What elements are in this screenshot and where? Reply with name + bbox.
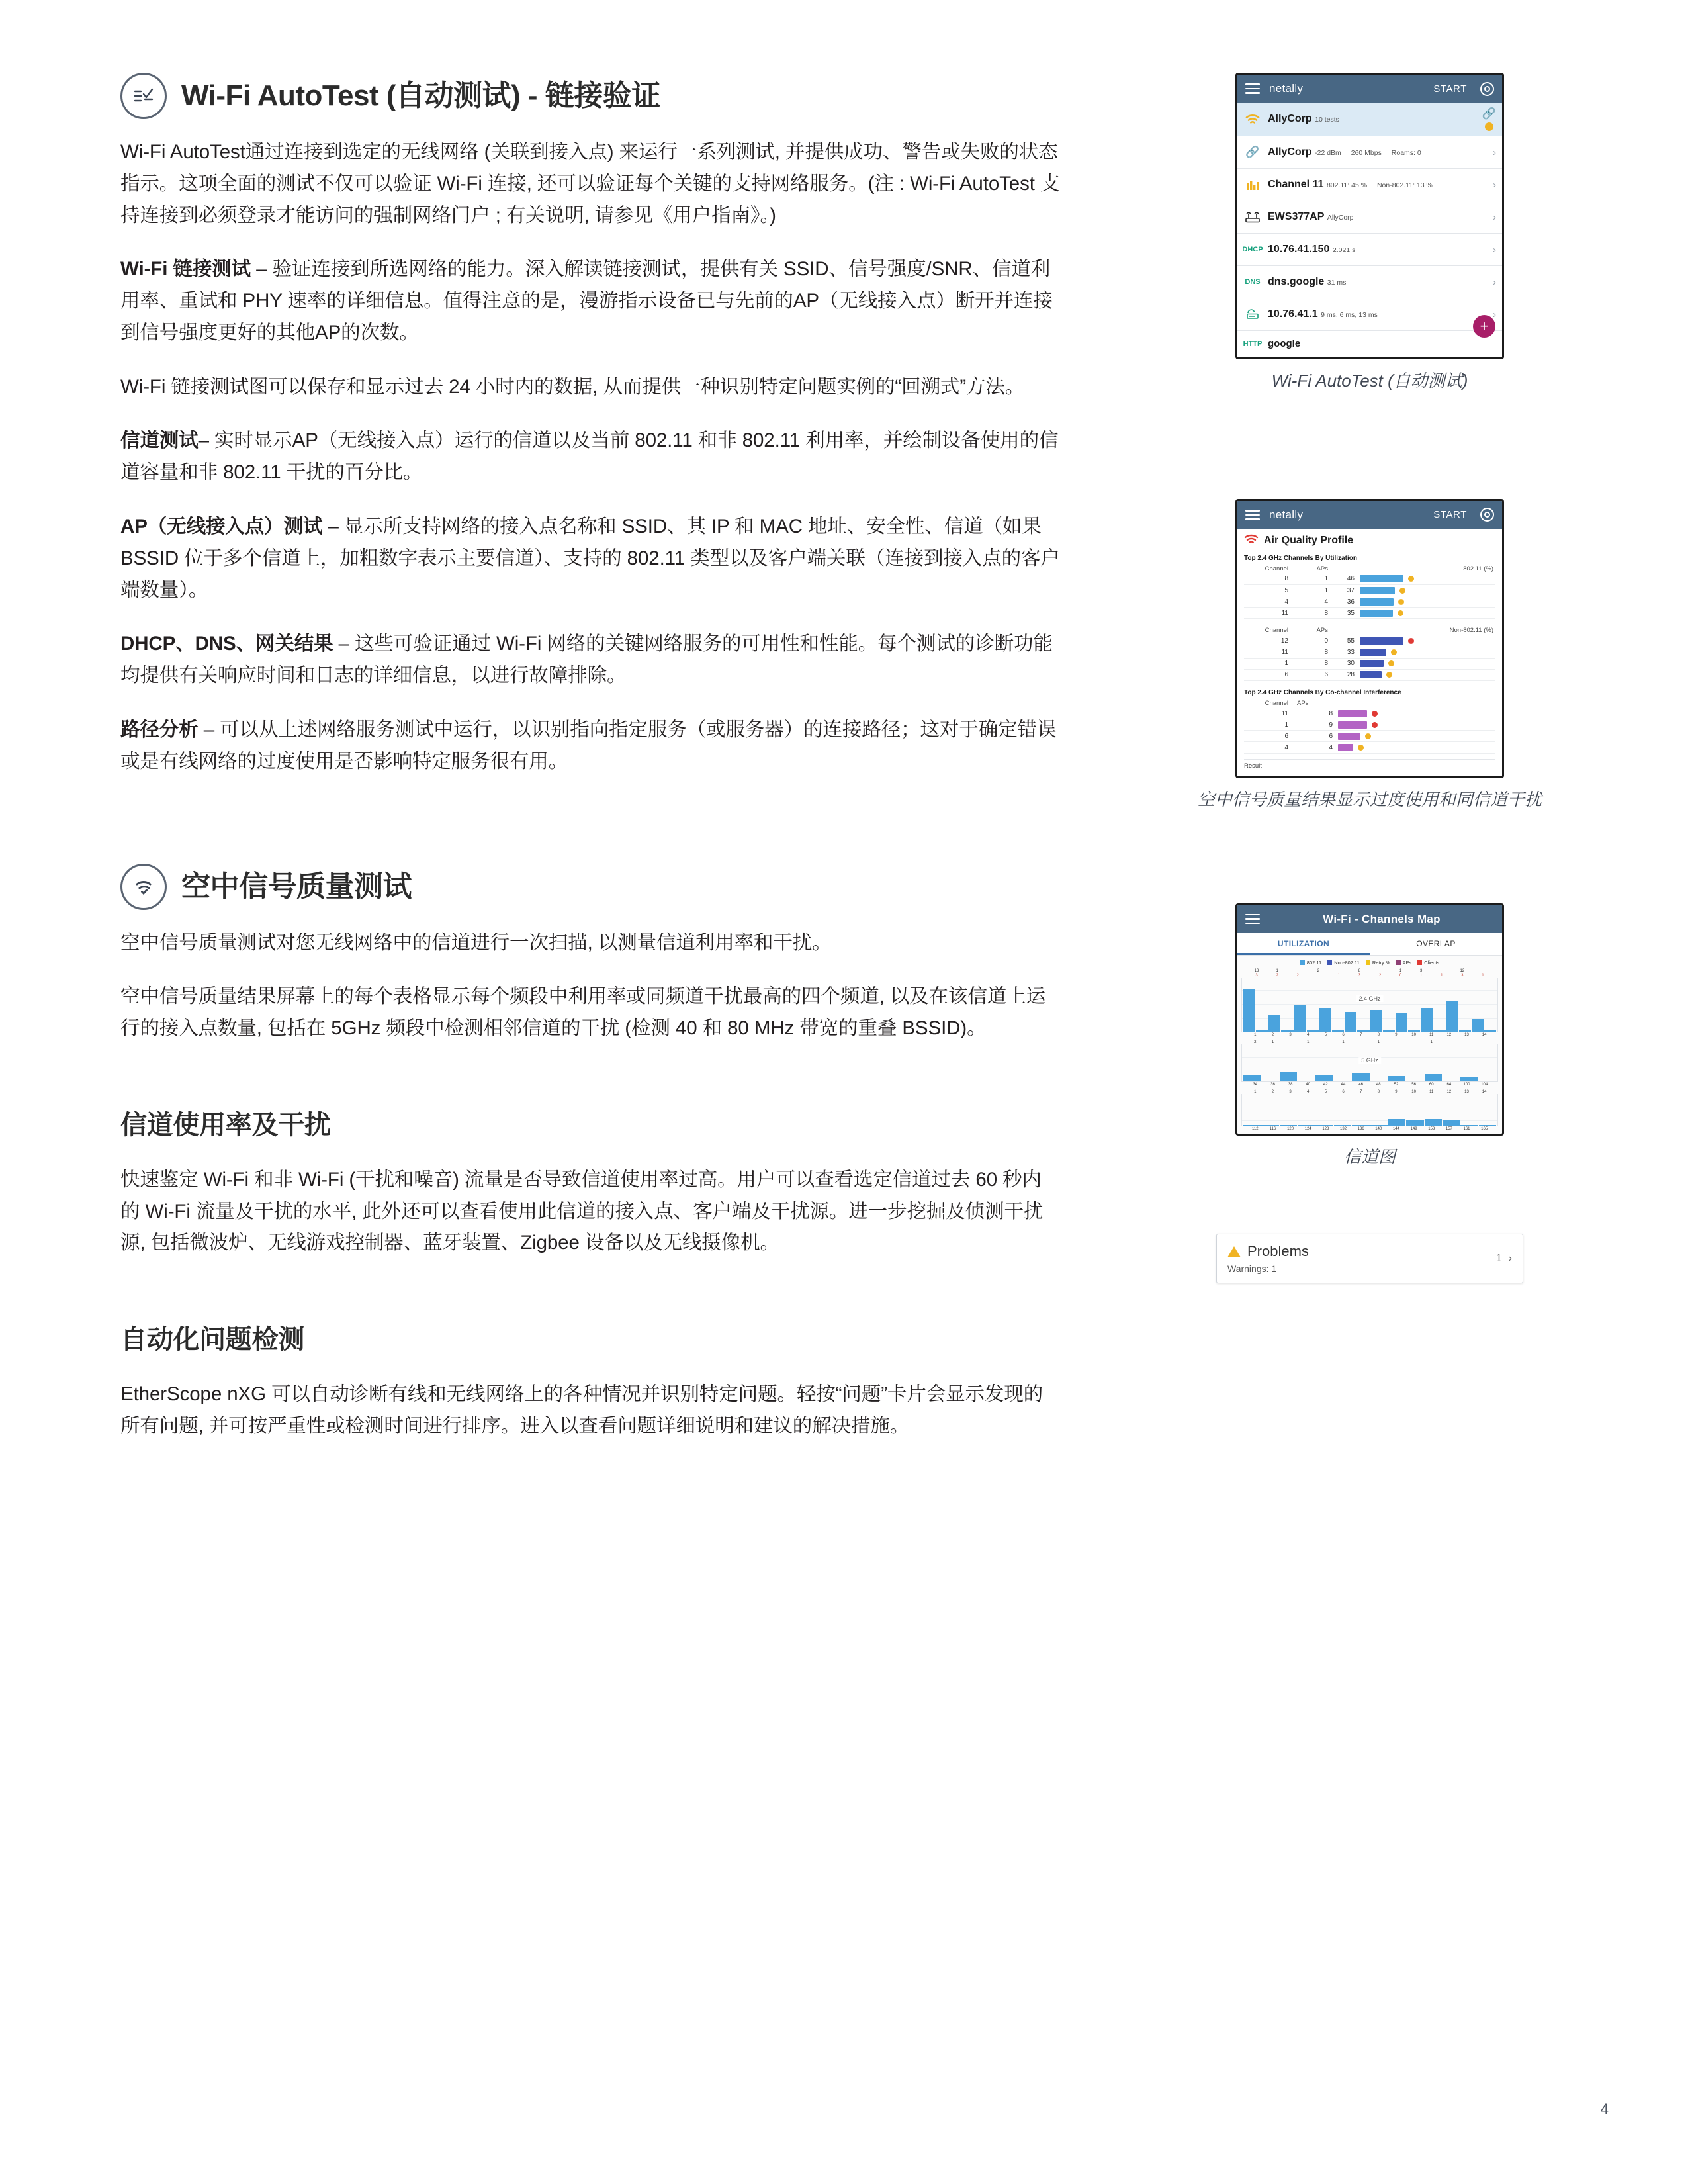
paragraph-dhcp-dns-gateway: DHCP、DNS、网关结果 – 这些可验证通过 Wi-Fi 网络的关键网络服务的可用性和性能。每个测试的诊断功能均提供有关响应时间和日志的详细信息，以进行故障排除。 <box>120 633 1053 687</box>
cell-channel: 1 <box>1244 719 1290 731</box>
autotest-row-dns[interactable] <box>1237 266 1502 298</box>
legend-item-clients: Clients <box>1417 960 1439 966</box>
autotest-screenshot <box>1235 73 1504 359</box>
row-sub <box>1327 181 1441 189</box>
cell-channel: 6 <box>1244 669 1290 680</box>
cell-channel: 8 <box>1244 574 1290 585</box>
tab-utilization[interactable]: UTILIZATION <box>1237 933 1370 955</box>
chart-legend <box>1237 956 1502 967</box>
tick-row-5ghz-high-aps: 1 2 3 4 5 6 7 8 9 10 11 12 13 14 <box>1254 1089 1487 1094</box>
table-row <box>1244 635 1495 647</box>
row-sub: 31 ms <box>1327 278 1347 287</box>
legend-item-80211: 802.11 <box>1300 960 1321 966</box>
paragraph-air-quality-2: 空中信号质量结果屏幕上的每个表格显示每个频段中利用率或同频道干扰最高的四个频道, 以及在该信道上运行的接入点数量, 包括在 5GHz 频段中检测相邻信道的干扰 (检测 40 和 80 MHz 带宽的重叠 BSSID)。 <box>120 985 1045 1040</box>
tick-row-5ghz-high: 112 116 120 124 128 132 136 140 144 149 153 157 161 165 <box>1252 1126 1488 1131</box>
result-label: Result <box>1244 759 1495 770</box>
link-icon: 🔗 <box>1245 146 1260 158</box>
main-content-column <box>120 73 1060 1442</box>
bar-chart-icon <box>1243 179 1262 190</box>
table-row <box>1244 574 1495 585</box>
channels-map-tabs <box>1237 933 1502 956</box>
paragraph-ap-test: AP（无线接入点）测试 – 显示所支持网络的接入点名称和 SSID、其 IP 和 MAC 地址、安全性、信道（如果 BSSID 位于多个信道上，加粗数字表示主要信道）、支持的 802.11 类型以及客户端关联（连接到接入点的客户端数量）。 <box>120 516 1060 601</box>
row-sub <box>1315 149 1429 157</box>
app-title: netally <box>1269 82 1304 95</box>
chevron-right-icon[interactable]: › <box>1493 308 1496 320</box>
table-row <box>1244 731 1495 742</box>
cell-value: 35 <box>1330 608 1356 619</box>
row-sub: 2.021 s <box>1332 246 1356 254</box>
cell-value: 37 <box>1330 585 1356 596</box>
access-point-icon <box>1243 211 1262 223</box>
figure-caption-channels-map: 信道图 <box>1343 1146 1396 1167</box>
gateway-icon <box>1243 308 1262 320</box>
section-header-wifi-autotest <box>120 73 1060 119</box>
col-aps: APs <box>1316 627 1328 635</box>
link-icon: 🔗 <box>1482 107 1496 120</box>
chevron-right-icon[interactable]: › <box>1493 276 1496 288</box>
cell-channel: 11 <box>1244 647 1290 658</box>
cell-bar <box>1356 596 1495 608</box>
channels-map-screenshot <box>1235 903 1504 1136</box>
cell-channel: 4 <box>1244 596 1290 608</box>
app-title: netally <box>1269 508 1304 521</box>
table-title-cochannel: Top 2.4 GHz Channels By Co-channel Interference <box>1244 689 1401 697</box>
chevron-right-icon[interactable]: › <box>1493 146 1496 158</box>
tab-overlap[interactable]: OVERLAP <box>1416 938 1456 948</box>
cell-channel: 11 <box>1244 608 1290 619</box>
cell-channel: 12 <box>1244 635 1290 647</box>
cell-bar <box>1356 669 1495 680</box>
cell-bar <box>1335 731 1495 742</box>
start-button[interactable]: START <box>1433 509 1467 521</box>
section-title-channel-utilization: 信道使用率及干扰 <box>120 1110 331 1140</box>
chevron-right-icon[interactable]: › <box>1493 244 1496 255</box>
add-test-button[interactable]: + <box>1473 315 1495 338</box>
cell-bar <box>1356 585 1495 596</box>
cell-aps: 8 <box>1290 658 1330 669</box>
autotest-row-http[interactable] <box>1237 331 1502 357</box>
cell-aps: 6 <box>1290 731 1335 742</box>
row-title: 10.76.41.1 <box>1268 308 1318 320</box>
band-label-24ghz: 2.4 GHz <box>1356 995 1383 1002</box>
row-sub-rate: 260 Mbps <box>1351 148 1382 157</box>
paragraph-air-quality-1: 空中信号质量测试对您无线网络中的信道进行一次扫描, 以测量信道利用率和干扰。 <box>120 931 832 954</box>
table-row <box>1244 585 1495 596</box>
section-title-air-quality: 空中信号质量测试 <box>181 870 412 903</box>
cell-bar <box>1356 635 1495 647</box>
tick-row-5ghz-low: 34 36 38 40 42 44 46 48 52 56 60 64 100 104 <box>1253 1082 1488 1087</box>
tick-row-5ghz-aps: 2 1 1 1 1 1 <box>1254 1040 1433 1044</box>
band-5ghz-low <box>1241 1044 1498 1082</box>
figure-problems <box>1165 1234 1575 1283</box>
air-quality-title-row <box>1244 534 1495 548</box>
row-title: AllyCorp <box>1268 113 1312 124</box>
col-channel: Channel <box>1265 627 1288 635</box>
cell-channel: 1 <box>1244 658 1290 669</box>
cell-value: 33 <box>1330 647 1356 658</box>
figure-channels-map <box>1165 903 1575 1169</box>
paragraph-link-chart: Wi-Fi 链接测试图可以保存和显示过去 24 小时内的数据, 从而提供一种识别特定问题实例的“回溯式”方法。 <box>120 375 1025 398</box>
page-title: Wi-Fi AutoTest (自动测试) - 链接验证 <box>181 79 660 113</box>
table-row <box>1244 669 1495 680</box>
table-row <box>1244 719 1495 731</box>
wifi-signal-icon <box>120 864 167 910</box>
cell-channel: 5 <box>1244 585 1290 596</box>
row-title: google <box>1268 338 1301 349</box>
cell-bar <box>1356 574 1495 585</box>
figure-caption-autotest: Wi-Fi AutoTest (自动测试) <box>1271 371 1468 390</box>
figure-air-quality <box>1165 499 1575 812</box>
gear-icon[interactable] <box>1480 508 1494 522</box>
table-row <box>1244 658 1495 669</box>
airquality-appbar <box>1237 501 1502 529</box>
autotest-row-channel[interactable] <box>1237 169 1502 201</box>
hamburger-icon[interactable] <box>1245 81 1260 97</box>
cell-aps: 8 <box>1290 608 1330 619</box>
wifi-icon <box>1243 114 1262 125</box>
autotest-row-gateway[interactable] <box>1237 298 1502 331</box>
cell-aps: 4 <box>1290 596 1330 608</box>
warning-triangle-icon <box>1227 1246 1241 1257</box>
autotest-row-link[interactable] <box>1237 136 1502 169</box>
http-icon: HTTP <box>1243 340 1263 348</box>
band-5ghz-high <box>1241 1094 1498 1126</box>
row-sub-non80211: Non-802.11: 13 % <box>1376 181 1433 189</box>
paragraph-channel-test: 信道测试– 实时显示AP（无线接入点）运行的信道以及当前 802.11 和非 802.11 利用率，并绘制设备使用的信道容量和非 802.11 干扰的百分比。 <box>120 430 1059 484</box>
cell-aps: 4 <box>1290 742 1335 753</box>
legend-item-aps: APs <box>1396 960 1412 966</box>
cell-value: 28 <box>1330 669 1356 680</box>
paragraph-channel-utilization: 快速鉴定 Wi-Fi 和非 Wi-Fi (干扰和噪音) 流量是否导致信道使用率过高。用户可以查看选定信道过去 60 秒内的 Wi-Fi 流量及干扰的水平, 此外还可以查看使用此信道的接入点、客户端及干扰源。进一步挖掘及侦测干扰源, 包括微波炉、无线游戏控制器、蓝牙装置、Zigbee 设备以及无线摄像机。 <box>120 1168 1044 1254</box>
col-aps: APs <box>1316 565 1328 572</box>
tick-row-24ghz: 1 2 3 4 5 6 7 8 9 10 11 12 13 14 <box>1254 1032 1487 1037</box>
legend-item-non80211: Non-802.11 <box>1327 960 1360 966</box>
cell-value: 55 <box>1330 635 1356 647</box>
cell-aps: 8 <box>1290 708 1335 719</box>
hamburger-icon[interactable] <box>1245 911 1260 927</box>
checklist-icon <box>120 73 167 119</box>
page-number: 4 <box>1600 2101 1609 2117</box>
gear-icon[interactable] <box>1480 82 1494 96</box>
paragraph-auto-problem-detection: EtherScope nXG 可以自动诊断有线和无线网络上的各种情况并识别特定问题。轻按“问题”卡片会显示发现的所有问题, 并可按严重性或检测时间进行排序。进入以查看问题详细说明和建议的解决措施。 <box>120 1383 1044 1437</box>
cell-value: 46 <box>1330 574 1356 585</box>
row-sub-rssi: -22 dBm <box>1315 148 1341 157</box>
row-sub: AllyCorp <box>1327 213 1354 222</box>
cell-bar <box>1356 658 1495 669</box>
cell-aps: 1 <box>1290 574 1330 585</box>
figure-autotest <box>1165 73 1575 393</box>
paragraph-autotest-intro: Wi-Fi AutoTest通过连接到选定的无线网络 (关联到接入点) 来运行一系列测试, 并提供成功、警告或失败的状态指示。这项全面的测试不仅可以验证 Wi-Fi 连接, 还可以验证每个关键的支持网络服务。(注 : Wi-Fi AutoTest 支持连接到必须登录才能访问的强制网络门户 ; 有关说明, 请参见《用户指南》。) <box>120 141 1060 226</box>
band-24ghz <box>1241 978 1498 1032</box>
cell-bar <box>1335 708 1495 719</box>
cell-aps: 6 <box>1290 669 1330 680</box>
problems-warnings: Warnings: 1 <box>1227 1263 1277 1275</box>
hamburger-icon[interactable] <box>1245 507 1260 523</box>
cell-value: 36 <box>1330 596 1356 608</box>
autotest-row-profile[interactable] <box>1237 103 1502 136</box>
autotest-appbar <box>1237 75 1502 103</box>
problems-title: Problems <box>1247 1243 1309 1260</box>
col-aps: APs <box>1297 700 1309 707</box>
col-value: 802.11 (%) <box>1463 565 1493 572</box>
cell-bar <box>1335 742 1495 753</box>
paragraph-link-test: Wi-Fi 链接测试 – 验证连接到所选网络的能力。深入解读链接测试，提供有关 SSID、信号强度/SNR、信道利用率、重试和 PHY 速率的详细信息。值得注意的是，漫游指示设备已与先前的AP（无线接入点）断开并连接到信号强度更好的其他AP的次数。 <box>120 258 1053 343</box>
cell-channel: 6 <box>1244 731 1290 742</box>
figures-column <box>1165 73 1575 1290</box>
chevron-right-icon[interactable]: › <box>1493 179 1496 191</box>
problems-count: 1 <box>1495 1252 1502 1264</box>
wifi-signal-icon <box>1244 534 1259 548</box>
col-channel: Channel <box>1265 565 1288 572</box>
table-row <box>1244 596 1495 608</box>
legend-item-retry: Retry % <box>1366 960 1390 966</box>
section-title-auto-problem-detection: 自动化问题检测 <box>120 1325 304 1355</box>
cell-bar <box>1335 719 1495 731</box>
tick-row-clients: 3 2 2 1 3 2 0 1 1 3 1 <box>1255 973 1484 978</box>
section-header-air-quality <box>120 864 1060 910</box>
problems-card[interactable] <box>1216 1234 1523 1283</box>
chevron-right-icon[interactable]: › <box>1493 211 1496 223</box>
dns-icon: DNS <box>1245 278 1261 286</box>
row-title: Channel 11 <box>1268 178 1324 190</box>
paragraph-path-analysis: 路径分析 – 可以从上述网络服务测试中运行，以识别指向指定服务（或服务器）的连接路径；这对于确定错误或是有线网络的过度使用是否影响特定服务很有用。 <box>120 718 1057 772</box>
row-title: 10.76.41.150 <box>1268 243 1330 255</box>
table-row <box>1244 708 1495 719</box>
row-title: dns.google <box>1268 275 1325 287</box>
row-sub: 10 tests <box>1315 115 1339 124</box>
autotest-row-ap[interactable] <box>1237 201 1502 234</box>
cell-channel: 11 <box>1244 708 1290 719</box>
tick-row-aps: 13 1 2 8 1 3 12 <box>1254 968 1465 973</box>
col-channel: Channel <box>1265 700 1288 707</box>
table-title-utilization: Top 2.4 GHz Channels By Utilization <box>1244 554 1357 562</box>
row-sub: 9 ms, 6 ms, 13 ms <box>1321 310 1378 319</box>
channels-map-chart <box>1237 967 1502 1134</box>
band-label-5ghz: 5 GHz <box>1358 1057 1381 1064</box>
row-title: AllyCorp <box>1268 146 1312 158</box>
cell-aps: 8 <box>1290 647 1330 658</box>
screen-title: Air Quality Profile <box>1264 535 1354 547</box>
table-utilization-24ghz <box>1244 564 1495 619</box>
cell-channel: 4 <box>1244 742 1290 753</box>
app-title: Wi-Fi - Channels Map <box>1323 912 1441 925</box>
table-non80211-24ghz <box>1244 625 1495 681</box>
chevron-right-icon[interactable]: › <box>1508 1252 1512 1264</box>
cell-bar <box>1356 647 1495 658</box>
air-quality-screenshot <box>1235 499 1504 778</box>
table-row <box>1244 742 1495 753</box>
table-row <box>1244 647 1495 658</box>
cell-aps: 1 <box>1290 585 1330 596</box>
channelsmap-appbar <box>1237 905 1502 933</box>
row-title: EWS377AP <box>1268 210 1325 222</box>
status-badge-warning <box>1485 122 1493 131</box>
cell-bar <box>1356 608 1495 619</box>
autotest-row-dhcp[interactable] <box>1237 234 1502 266</box>
row-sub-80211: 802.11: 45 % <box>1326 181 1368 189</box>
row-sub-roams: Roams: 0 <box>1391 148 1421 157</box>
cell-value: 30 <box>1330 658 1356 669</box>
dhcp-icon: DHCP <box>1242 246 1263 253</box>
cell-aps: 0 <box>1290 635 1330 647</box>
col-value: Non-802.11 (%) <box>1449 627 1493 635</box>
cell-aps: 9 <box>1290 719 1335 731</box>
table-cochannel-interference <box>1244 698 1495 754</box>
table-row <box>1244 608 1495 619</box>
figure-caption-air-quality: 空中信号质量结果显示过度使用和同信道干扰 <box>1197 789 1542 809</box>
start-button[interactable]: START <box>1433 83 1467 95</box>
